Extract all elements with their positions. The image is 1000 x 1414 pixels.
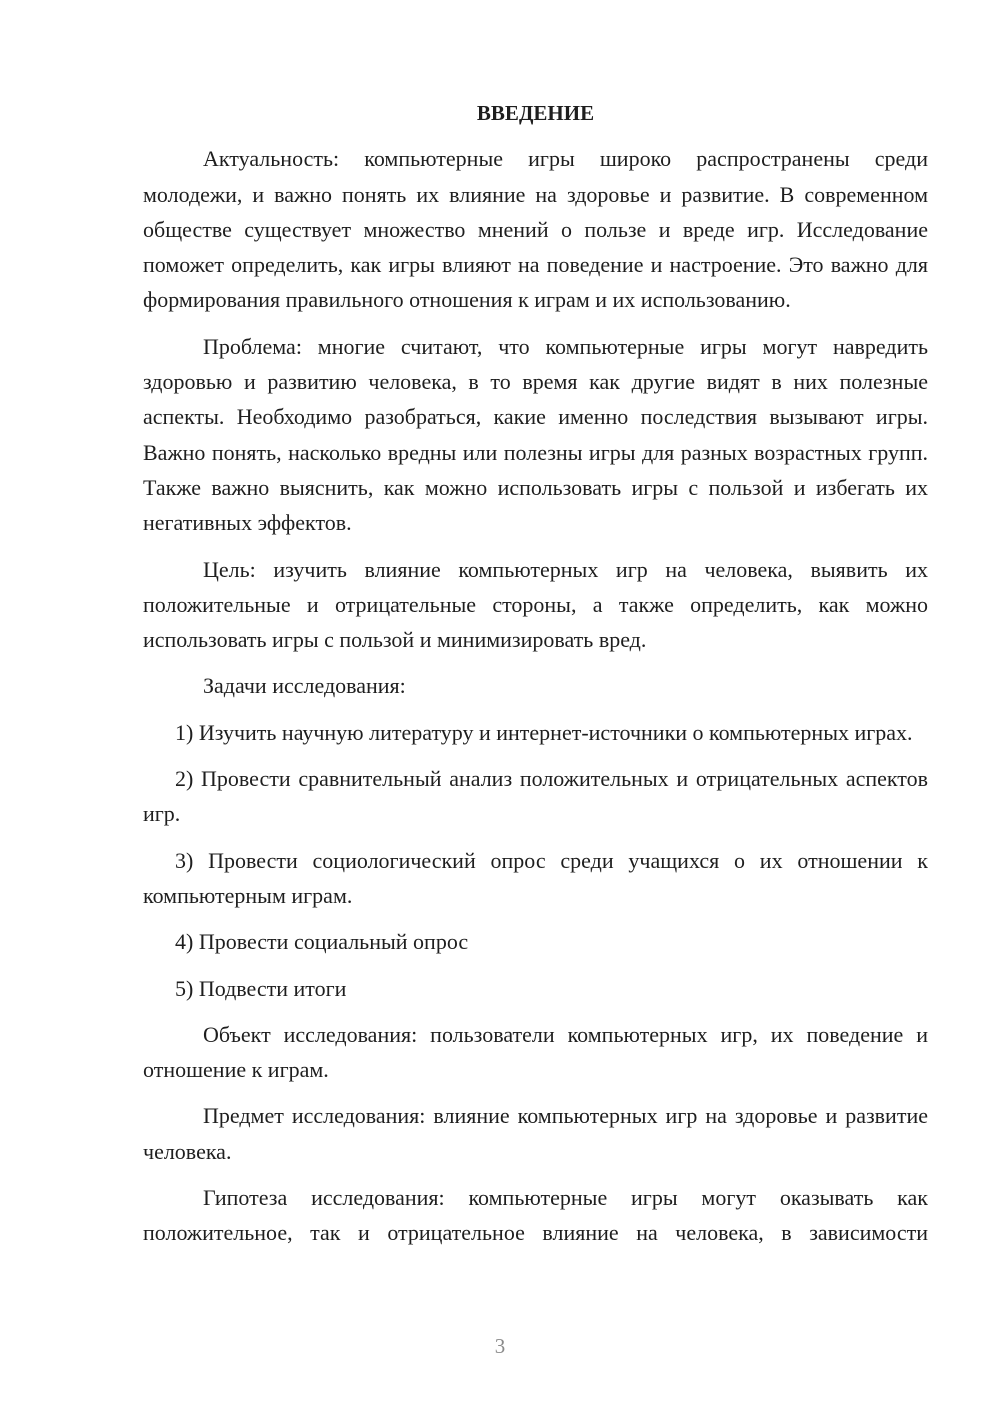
paragraph-problem: Проблема: многие считают, что компьютерные игры могут навредить здоровью и развитию человека, в то время как другие видят в них полезные аспекты. Необходимо разобраться, какие именно последствия вызывают игры. Важно понять, насколько вредны или полезны игры для разных возрастных групп. Также важно выяснить, как можно использовать игры с пользой и избегать их негативных эффектов.	[143, 333, 928, 536]
paragraph-object: Объект исследования: пользователи компьютерных игр, их поведение и отношение к играм.	[143, 1021, 928, 1083]
task-item-4: 4) Провести социальный опрос	[175, 929, 469, 955]
page-number: 3	[494, 1334, 506, 1358]
task-item-3: 3) Провести социологический опрос среди учащихся о их отношении к компьютерным играм.	[143, 847, 928, 908]
task-item-5: 5) Подвести итоги	[175, 975, 347, 1001]
task-item-2: 2) Провести сравнительный анализ положительных и отрицательных аспектов игр.	[143, 766, 928, 827]
tasks-heading: Задачи исследования:	[203, 673, 406, 699]
document-page	[143, 96, 928, 1262]
paragraph-hypothesis: Гипотеза исследования: компьютерные игры могут оказывать как положительное, так и отрицательное влияние на человека, в зависимости	[143, 1185, 928, 1246]
paragraph-relevance: Актуальность: компьютерные игры широко распространены среди молодежи, и важно понять их влияние на здоровье и развитие. В современном обществе существует множество мнений о пользе и вреде игр. Исследование поможет определить, как игры влияют на поведение и настроение. Это важно для формирования правильного отношения к играм и их использованию.	[143, 146, 928, 313]
task-item-1: 1) Изучить научную литературу и интернет-источники о компьютерных играх.	[175, 719, 913, 745]
paragraph-subject: Предмет исследования: влияние компьютерных игр на здоровье и развитие человека.	[143, 1103, 928, 1164]
page-title: ВВЕДЕНИЕ	[476, 101, 595, 125]
paragraph-goal: Цель: изучить влияние компьютерных игр на человека, выявить их положительные и отрицательные стороны, а также определить, как можно использовать игры с пользой и минимизировать вред.	[143, 556, 928, 653]
